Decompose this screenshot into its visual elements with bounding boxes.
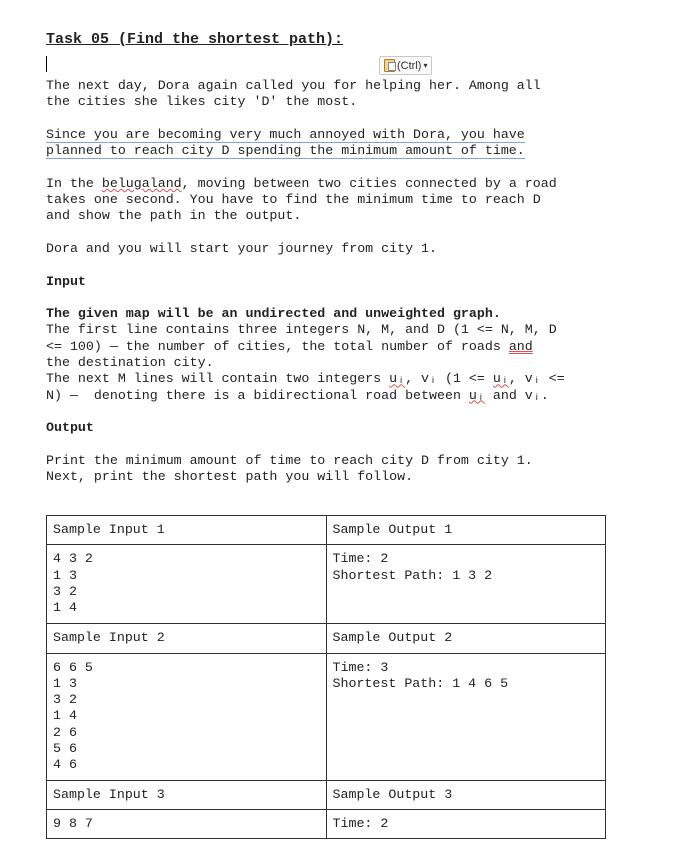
spellcheck-word: uᵢ: [468, 387, 485, 403]
sample-output-label: Sample Output 2: [326, 624, 606, 653]
input-graph-line: The given map will be an undirected and unweighted graph.: [46, 306, 501, 322]
sample-input-cell: 9 8 7: [47, 809, 327, 838]
line2-text: , vᵢ <= N) — denoting there is a bidirectional road between: [46, 371, 565, 403]
spellcheck-word: uᵢ: [492, 371, 509, 387]
sample-input-label: Sample Input 1: [47, 516, 327, 545]
paste-options-button[interactable]: [379, 56, 432, 75]
output-description: Print the minimum amount of time to reach city D from city 1. Next, print the shortest path you will follow.: [46, 452, 533, 485]
sample-output-cell: Time: 2: [326, 809, 606, 838]
input-second-line: [46, 371, 646, 404]
rules-prefix: In the: [46, 175, 102, 191]
sample-input-label: Sample Input 2: [47, 624, 327, 653]
annoyed-paragraph: [46, 127, 646, 160]
line1-text: The first line contains three integers N, M, and D (1 <= N, M, D <= 100) — the number of cities, the total number of roads: [46, 322, 557, 354]
start-paragraph: Dora and you will start your journey from city 1.: [46, 240, 437, 256]
paste-options-label: (Ctrl): [397, 59, 422, 72]
text-cursor: [46, 56, 47, 72]
output-heading: Output: [46, 420, 94, 436]
grammar-word: and: [508, 338, 533, 354]
highlighted-text: Since you are becoming very much annoyed with Dora, you have planned to reach city D spending the minimum amount of time.: [46, 126, 525, 159]
sample-input-label: Sample Input 3: [47, 780, 327, 809]
rules-suffix: , moving between two cities connected by a road takes one second. You have to find the minimum time to reach D and show the path in the output.: [46, 175, 557, 224]
task-title: Task 05 (Find the shortest path):: [46, 31, 344, 48]
sample-output-label: Sample Output 3: [326, 780, 606, 809]
line2-text: , vᵢ (1 <=: [405, 371, 493, 387]
input-heading: Input: [46, 273, 86, 289]
intro-paragraph: The next day, Dora again called you for helping her. Among all the cities she likes city 'D' the most.: [46, 78, 541, 110]
sample-input-cell: 4 3 2 1 3 3 2 1 4: [47, 545, 327, 624]
table-row: [47, 545, 606, 624]
clipboard-icon: [384, 59, 395, 72]
chevron-down-icon: ▾: [423, 61, 428, 70]
line2-text: The next M lines will contain two integers: [46, 371, 390, 387]
table-row: [47, 780, 606, 809]
sample-output-label: Sample Output 1: [326, 516, 606, 545]
document-page: [46, 30, 646, 485]
sample-input-cell: 6 6 5 1 3 3 2 1 4 2 6 5 6 4 6: [47, 653, 327, 780]
rules-paragraph: [46, 176, 646, 225]
table-row: [47, 653, 606, 780]
spellcheck-word: belugaland: [101, 175, 182, 191]
sample-output-cell: Time: 2 Shortest Path: 1 3 2: [326, 545, 606, 624]
table-row: [47, 624, 606, 653]
line2-tail: and vᵢ.: [484, 387, 549, 403]
sample-output-cell: Time: 3 Shortest Path: 1 4 6 5: [326, 653, 606, 780]
table-row: [47, 516, 606, 545]
input-first-line: [46, 322, 646, 371]
samples-table: [46, 515, 606, 839]
table-row: [47, 809, 606, 838]
spellcheck-word: uᵢ: [389, 371, 406, 387]
line1-tail: the destination city.: [46, 355, 214, 371]
